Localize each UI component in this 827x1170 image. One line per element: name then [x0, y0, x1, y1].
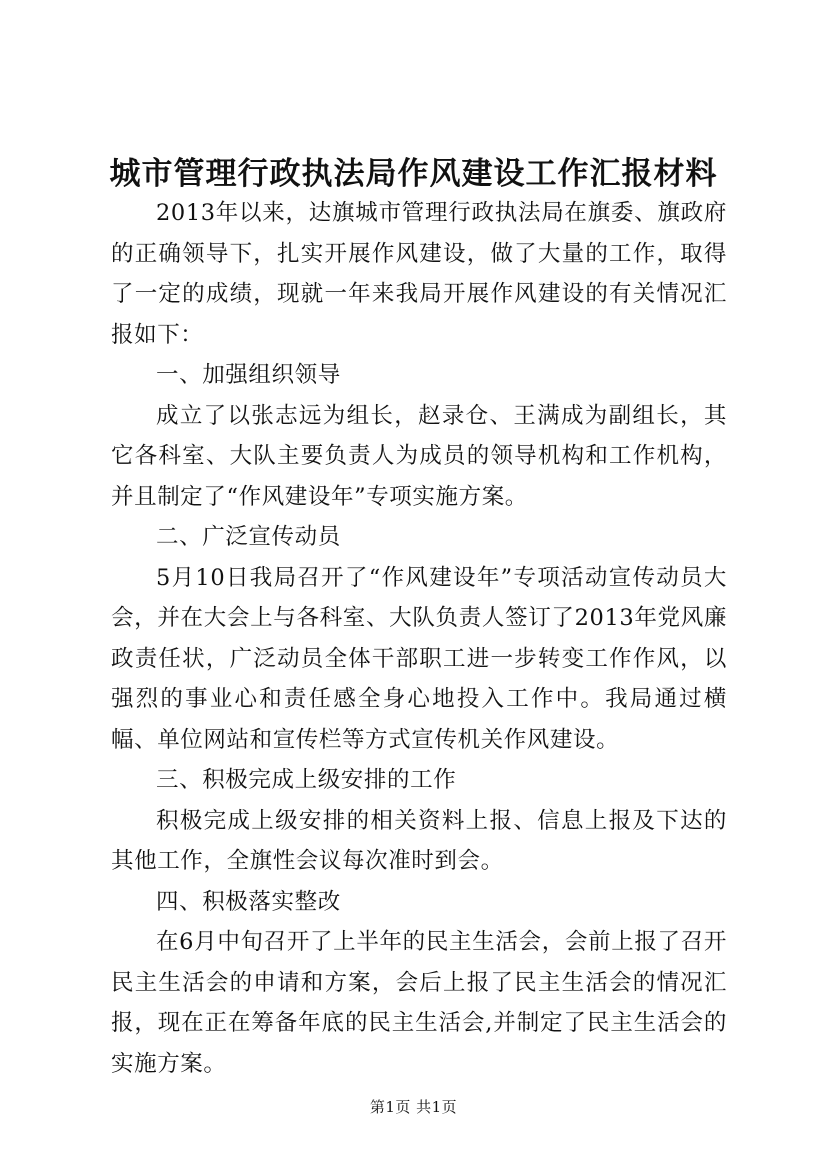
section-heading-1: 一、加强组织领导 — [156, 362, 341, 388]
paragraph-section-1: 成立了以张志远为组长，赵录仓、王满成为副组长，其它各科室、大队主要负责人为成员的领导机构和工作机构，并且制定了“作风建设年”专项实施方案。 — [111, 402, 727, 510]
document-title: 城市管理行政执法局作风建设工作汇报材料 — [109, 156, 718, 192]
paragraph-intro: 2013年以来，达旗城市管理行政执法局在旗委、旗政府的正确领导下，扎实开展作风建设，做了大量的工作，取得了一定的成绩，现就一年来我局开展作风建设的有关情况汇报如下： — [111, 200, 727, 348]
section-heading-4: 四、积极落实整改 — [156, 888, 341, 915]
section-heading-2: 二、广泛宣传动员 — [156, 524, 341, 550]
paragraph-section-3: 积极完成上级安排的相关资料上报、信息上报及下达的其他工作，全旗性会议每次准时到会。 — [111, 807, 727, 874]
paragraph-section-4: 在6月中旬召开了上半年的民主生活会，会前上报了召开民主生活会的申请和方案，会后上报了民主生活会的情况汇报，现在正在筹备年底的民主生活会,并制定了民主生活会的实施方案。 — [111, 929, 727, 1077]
document-body — [111, 193, 727, 1084]
paragraph-section-2: 5月10日我局召开了“作风建设年”专项活动宣传动员大会，并在大会上与各科室、大队负责人签订了2013年党风廉政责任状，广泛动员全体干部职工进一步转变工作作风，以强烈的事业心和责任感全身心地投入工作中。我局通过横幅、单位网站和宣传栏等方式宣传机关作风建设。 — [111, 564, 727, 753]
section-heading-3: 三、积极完成上级安排的工作 — [156, 767, 457, 793]
page-number-footer: 第1页 共1页 — [369, 1098, 458, 1116]
